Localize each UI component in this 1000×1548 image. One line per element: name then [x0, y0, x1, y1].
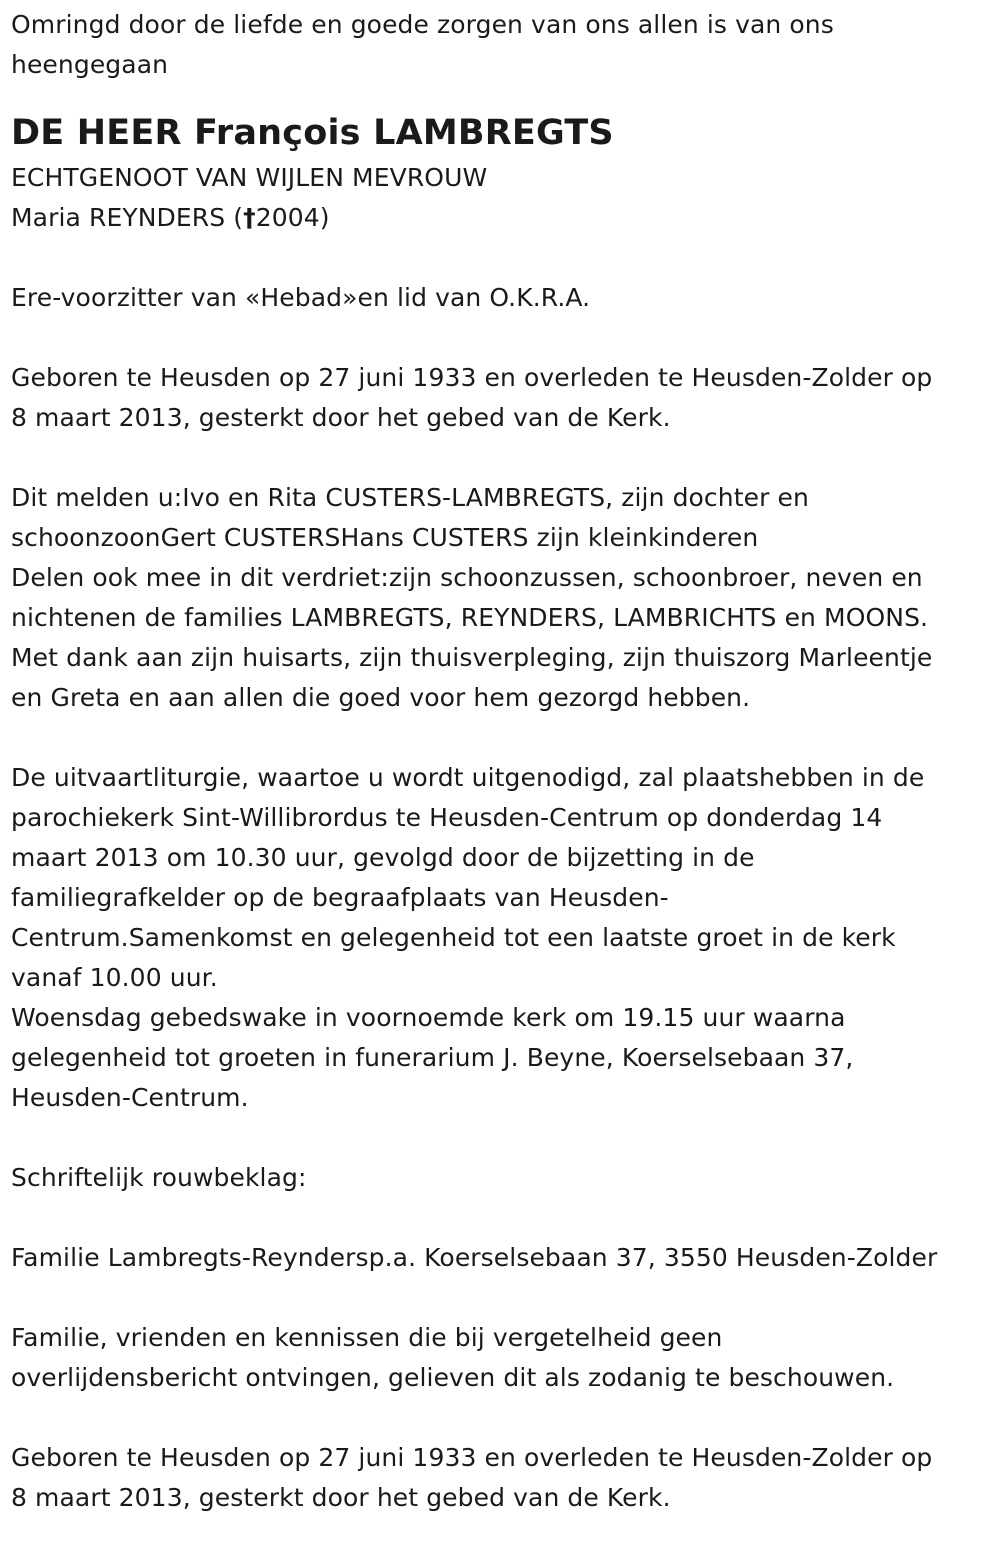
- announcement-line: en Greta en aan allen die goed voor hem gezorgd hebben.: [11, 683, 751, 712]
- announcement-line: Met dank aan zijn huisarts, zijn thuisverpleging, zijn thuiszorg Marleentje: [11, 643, 933, 672]
- birth-death-line: 8 maart 2013, gesterkt door het gebed van de Kerk.: [11, 403, 671, 432]
- notice-line: Familie, vrienden en kennissen die bij vergetelheid geen: [11, 1323, 723, 1352]
- intro-line: heengegaan: [11, 50, 169, 79]
- funeral-line: Woensdag gebedswake in voornoemde kerk om 19.15 uur waarna: [11, 1003, 846, 1032]
- funeral-line: De uitvaartliturgie, waartoe u wordt uitgenodigd, zal plaatshebben in de: [11, 763, 925, 792]
- obituary-document: [11, 0, 986, 1518]
- birth-death-paragraph: [11, 358, 986, 438]
- affiliation-line: Ere-voorzitter van «Hebad»en lid van O.K.R.A.: [11, 283, 591, 312]
- birth-death-line: Geboren te Heusden op 27 juni 1933 en overleden te Heusden-Zolder op: [11, 1443, 933, 1472]
- birth-death-repeat-paragraph: [11, 1438, 986, 1518]
- funeral-line: Heusden-Centrum.: [11, 1083, 249, 1112]
- announcement-line: schoonzoonGert CUSTERSHans CUSTERS zijn kleinkinderen: [11, 523, 759, 552]
- funeral-paragraph: [11, 758, 986, 1118]
- announcement-line: Dit melden u:Ivo en Rita CUSTERS-LAMBREGTS, zijn dochter en: [11, 483, 809, 512]
- funeral-line: vanaf 10.00 uur.: [11, 963, 218, 992]
- spouse-paragraph: [11, 158, 986, 238]
- notice-paragraph: [11, 1318, 986, 1398]
- announcement-paragraph: [11, 478, 986, 718]
- spouse-death-year: 2004): [255, 203, 330, 232]
- intro-paragraph: [11, 0, 986, 85]
- condolences-label: Schriftelijk rouwbeklag:: [11, 1163, 307, 1192]
- intro-line: Omringd door de liefde en goede zorgen van ons allen is van ons: [11, 10, 834, 39]
- funeral-line: familiegrafkelder op de begraafplaats van Heusden-: [11, 883, 669, 912]
- funeral-line: maart 2013 om 10.30 uur, gevolgd door de bijzetting in de: [11, 843, 755, 872]
- funeral-line: Centrum.Samenkomst en gelegenheid tot een laatste groet in de kerk: [11, 923, 896, 952]
- deceased-name: DE HEER François LAMBREGTS: [11, 113, 614, 153]
- cross-icon: †: [243, 203, 256, 232]
- funeral-line: gelegenheid tot groeten in funerarium J. Beyne, Koerselsebaan 37,: [11, 1043, 854, 1072]
- announcement-line: Delen ook mee in dit verdriet:zijn schoonzussen, schoonbroer, neven en: [11, 563, 923, 592]
- birth-death-line: 8 maart 2013, gesterkt door het gebed van de Kerk.: [11, 1483, 671, 1512]
- notice-line: overlijdensbericht ontvingen, gelieven dit als zodanig te beschouwen.: [11, 1363, 895, 1392]
- condolences-address: Familie Lambregts-Reyndersp.a. Koerselsebaan 37, 3550 Heusden-Zolder: [11, 1243, 938, 1272]
- spouse-line: ECHTGENOOT VAN WIJLEN MEVROUW: [11, 163, 488, 192]
- funeral-line: parochiekerk Sint-Willibrordus te Heusden-Centrum op donderdag 14: [11, 803, 883, 832]
- birth-death-line: Geboren te Heusden op 27 juni 1933 en overleden te Heusden-Zolder op: [11, 363, 933, 392]
- announcement-line: nichtenen de families LAMBREGTS, REYNDERS, LAMBRICHTS en MOONS.: [11, 603, 929, 632]
- spouse-name-prefix: Maria REYNDERS (: [11, 203, 244, 232]
- spouse-name-line: [11, 198, 986, 238]
